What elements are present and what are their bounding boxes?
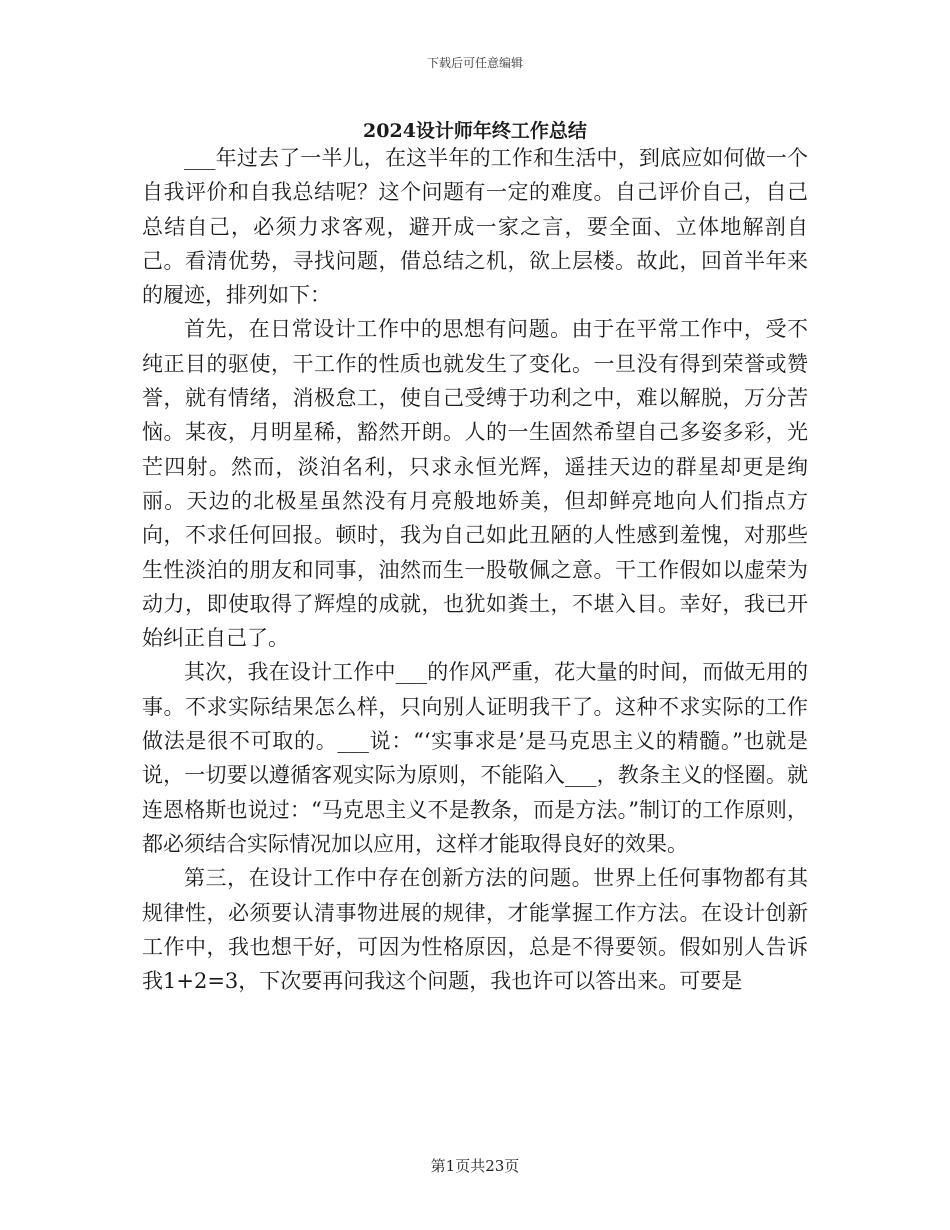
paragraph-third: 第三，在设计工作中存在创新方法的问题。世界上任何事物都有其规律性，必须要认清事物进展的规律，才能掌握工作方法。在设计创新工作中，我也想干好，可因为性格原因，总是不得要领。假如别人告诉我1+2=3，下次要再问我这个问题，我也许可以答出来。可要是	[142, 866, 808, 994]
paragraph-second: 其次，我在设计工作中___的作风严重，花大量的时间，而做无用的事。不求实际结果怎么样，只向别人证明我干了。这种不求实际的工作做法是很不可取的。___说：“‘实事求是’是马克思主义的精髓。”也就是说，一切要以遵循客观实际为原则，不能陷入___，教条主义的怪圈。就连恩格斯也说过：“马克思主义不是教条，而是方法。”制订的工作原则，都必须结合实际情况加以应用，这样才能取得良好的效果。	[142, 660, 808, 856]
page-number-footer: 第1页共23页	[430, 1157, 520, 1175]
paragraph-first: 首先，在日常设计工作中的思想有问题。由于在平常工作中，受不纯正目的驱使，干工作的性质也就发生了变化。一旦没有得到荣誉或赞誉，就有情绪，消极怠工，使自己受缚于功利之中，难以解脱，万分苦恼。某夜，月明星稀，豁然开朗。人的一生固然希望自己多姿多彩，光芒四射。然而，淡泊名利，只求永恒光辉，遥挂天边的群星却更是绚丽。天边的北极星虽然没有月亮般地娇美，但却鲜亮地向人们指点方向，不求任何回报。顿时，我为自己如此丑陋的人性感到羞愧，对那些生性淡泊的朋友和同事，油然而生一股敬佩之意。干工作假如以虚荣为动力，即使取得了辉煌的成就，也犹如粪土，不堪入目。幸好，我已开始纠正自己了。	[142, 317, 808, 651]
document-body	[142, 141, 808, 998]
document-title: 2024设计师年终工作总结	[363, 120, 587, 142]
paragraph-intro: ___年过去了一半儿，在这半年的工作和生活中，到底应如何做一个自我评价和自我总结呢？这个问题有一定的难度。自己评价自己，自己总结自己，必须力求客观，避开成一家之言，要全面、立体地解剖自己。看清优势，寻找问题，借总结之机，欲上层楼。故此，回首半年来的履迹，排列如下：	[142, 146, 808, 308]
header-note: 下载后可任意编辑	[426, 56, 523, 70]
